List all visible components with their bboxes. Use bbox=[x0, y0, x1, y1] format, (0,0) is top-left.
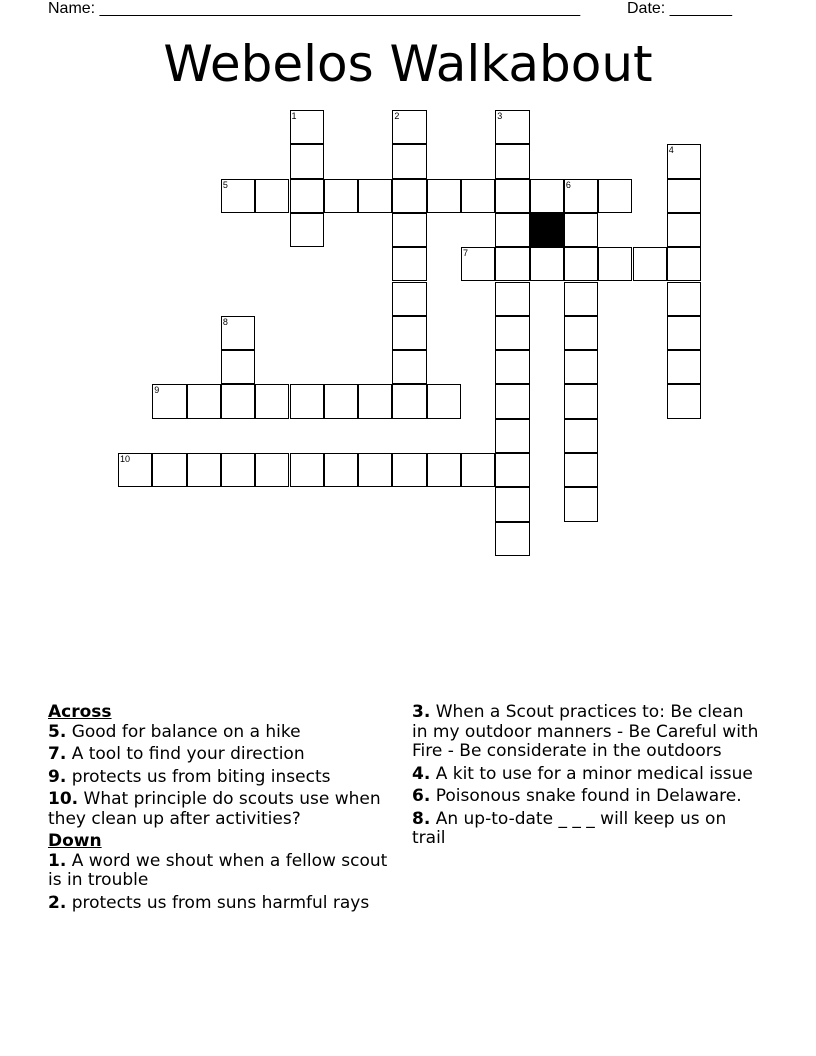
grid-cell[interactable] bbox=[324, 179, 358, 213]
grid-cell[interactable] bbox=[564, 350, 598, 384]
grid-cell[interactable] bbox=[255, 179, 289, 213]
grid-cell[interactable] bbox=[290, 110, 324, 144]
grid-cell[interactable] bbox=[564, 247, 598, 281]
grid-cell[interactable] bbox=[255, 453, 289, 487]
clue-number: 2. bbox=[48, 892, 67, 913]
grid-cell[interactable] bbox=[495, 282, 529, 316]
clue-number: 3. bbox=[412, 702, 431, 722]
grid-cell[interactable] bbox=[564, 384, 598, 418]
clue-number-label: 3 bbox=[497, 111, 503, 121]
grid-cell[interactable] bbox=[392, 110, 426, 144]
clue-number-label: 10 bbox=[120, 454, 131, 464]
clue-number-label: 6 bbox=[565, 179, 571, 190]
grid-cell[interactable] bbox=[427, 384, 461, 418]
grid-cell[interactable] bbox=[564, 487, 598, 521]
clue-across-5 bbox=[48, 723, 398, 743]
grid-cell[interactable] bbox=[495, 522, 529, 556]
clue-down-8 bbox=[412, 810, 762, 849]
grid-cell[interactable] bbox=[461, 179, 495, 213]
clue-number: 9. bbox=[48, 766, 67, 787]
clue-number: 1. bbox=[48, 850, 67, 871]
grid-cell[interactable] bbox=[392, 282, 426, 316]
grid-cell[interactable] bbox=[530, 179, 564, 213]
grid-cell[interactable] bbox=[290, 213, 324, 247]
clue-text: A word we shout when a fellow scout is in trouble bbox=[48, 850, 388, 890]
grid-cell[interactable] bbox=[530, 247, 564, 281]
grid-cell[interactable] bbox=[324, 384, 358, 418]
grid-cell[interactable] bbox=[461, 247, 495, 281]
grid-cell[interactable] bbox=[495, 144, 529, 178]
grid-cell[interactable] bbox=[495, 453, 529, 487]
grid-cell[interactable] bbox=[598, 247, 632, 281]
clue-text: What principle do scouts use when they clean up after activities? bbox=[48, 789, 381, 829]
grid-cell[interactable] bbox=[564, 282, 598, 316]
grid-cell[interactable] bbox=[495, 110, 529, 144]
grid-cell[interactable] bbox=[358, 384, 392, 418]
grid-cell[interactable] bbox=[152, 384, 186, 418]
grid-cell[interactable] bbox=[221, 453, 255, 487]
grid-cell[interactable] bbox=[495, 316, 529, 350]
grid-cell[interactable] bbox=[667, 144, 701, 178]
grid-cell[interactable] bbox=[633, 247, 667, 281]
grid-cell[interactable] bbox=[495, 247, 529, 281]
clue-text: protects us from biting insects bbox=[71, 766, 331, 787]
grid-cell[interactable] bbox=[564, 316, 598, 350]
grid-cell[interactable] bbox=[187, 384, 221, 418]
clue-text: A kit to use for a minor medical issue bbox=[435, 763, 753, 784]
grid-cell[interactable] bbox=[392, 350, 426, 384]
clue-number-label: 2 bbox=[394, 111, 400, 121]
grid-cell[interactable] bbox=[495, 487, 529, 521]
clue-text: An up-to-date _ _ _ will keep us on trail bbox=[412, 808, 727, 848]
clue-text: Poisonous snake found in Delaware. bbox=[435, 786, 742, 806]
clue-number-label: 4 bbox=[668, 145, 674, 156]
grid-cell[interactable] bbox=[667, 213, 701, 247]
clue-number-label: 9 bbox=[154, 385, 160, 396]
grid-cell[interactable] bbox=[495, 213, 529, 247]
grid-cell[interactable] bbox=[564, 453, 598, 487]
grid-cell[interactable] bbox=[290, 384, 324, 418]
grid-cell[interactable] bbox=[358, 179, 392, 213]
grid-cell[interactable] bbox=[324, 453, 358, 487]
grid-cell[interactable] bbox=[221, 350, 255, 384]
grid-cell[interactable] bbox=[187, 453, 221, 487]
clue-text: protects us from suns harmful rays bbox=[71, 892, 370, 913]
clue-number: 4. bbox=[412, 763, 431, 784]
grid-cell[interactable] bbox=[221, 316, 255, 350]
name-field-label: Name: ______________________________________________________ bbox=[48, 0, 581, 17]
grid-cell[interactable] bbox=[461, 453, 495, 487]
grid-cell[interactable] bbox=[667, 247, 701, 281]
grid-cell[interactable] bbox=[564, 419, 598, 453]
clue-number: 6. bbox=[412, 786, 431, 806]
grid-cell[interactable] bbox=[667, 282, 701, 316]
date-field-label: Date: _______ bbox=[627, 0, 732, 17]
grid-cell[interactable] bbox=[495, 179, 529, 213]
clue-text: Good for balance on a hike bbox=[71, 721, 301, 742]
grid-cell[interactable] bbox=[392, 316, 426, 350]
clue-down-1 bbox=[48, 852, 398, 891]
clues-left-column bbox=[48, 703, 398, 916]
clue-number: 10. bbox=[48, 789, 79, 809]
clue-number-label: 5 bbox=[222, 179, 228, 190]
grid-cell[interactable] bbox=[392, 144, 426, 178]
grid-cell[interactable] bbox=[392, 179, 426, 213]
grid-cell[interactable] bbox=[392, 247, 426, 281]
grid-cell[interactable] bbox=[427, 179, 461, 213]
grid-cell[interactable] bbox=[598, 179, 632, 213]
clue-down-4 bbox=[412, 765, 762, 785]
clues-right-column bbox=[412, 703, 762, 852]
grid-cell[interactable] bbox=[495, 350, 529, 384]
across-heading: Across bbox=[48, 702, 112, 722]
grid-cell[interactable] bbox=[290, 144, 324, 178]
clue-number: 5. bbox=[48, 721, 67, 742]
down-heading: Down bbox=[48, 831, 102, 851]
clue-down-6 bbox=[412, 787, 762, 807]
page-title: Webelos Walkabout bbox=[163, 35, 653, 93]
grid-cell[interactable] bbox=[564, 213, 598, 247]
grid-cell[interactable] bbox=[392, 384, 426, 418]
grid-cell[interactable] bbox=[118, 453, 152, 487]
grid-cell[interactable] bbox=[667, 384, 701, 418]
grid-cell[interactable] bbox=[667, 350, 701, 384]
grid-block bbox=[530, 213, 564, 247]
clue-across-7 bbox=[48, 745, 398, 765]
grid-cell[interactable] bbox=[358, 453, 392, 487]
grid-cell[interactable] bbox=[255, 384, 289, 418]
grid-cell[interactable] bbox=[290, 179, 324, 213]
grid-cell[interactable] bbox=[290, 453, 324, 487]
grid-cell[interactable] bbox=[392, 453, 426, 487]
grid-cell[interactable] bbox=[392, 213, 426, 247]
grid-cell[interactable] bbox=[564, 179, 598, 213]
grid-cell[interactable] bbox=[221, 179, 255, 213]
clue-number-label: 1 bbox=[291, 111, 297, 121]
clue-across-10 bbox=[48, 790, 398, 829]
clue-number: 7. bbox=[48, 744, 67, 764]
grid-cell[interactable] bbox=[221, 384, 255, 418]
clue-number: 8. bbox=[412, 808, 431, 829]
grid-cell[interactable] bbox=[667, 179, 701, 213]
clue-across-9 bbox=[48, 768, 398, 788]
clue-text: When a Scout practices to: Be clean in my outdoor manners - Be Careful with Fire - Be considerate in the outdoors bbox=[412, 702, 759, 761]
grid-cell[interactable] bbox=[495, 419, 529, 453]
clue-number-label: 8 bbox=[222, 316, 228, 327]
grid-cell[interactable] bbox=[495, 384, 529, 418]
clue-text: A tool to find your direction bbox=[71, 744, 305, 764]
grid-cell[interactable] bbox=[152, 453, 186, 487]
clue-number-label: 7 bbox=[463, 248, 469, 259]
clue-down-2 bbox=[48, 894, 398, 914]
grid-cell[interactable] bbox=[427, 453, 461, 487]
clue-down-3 bbox=[412, 703, 762, 762]
grid-cell[interactable] bbox=[667, 316, 701, 350]
